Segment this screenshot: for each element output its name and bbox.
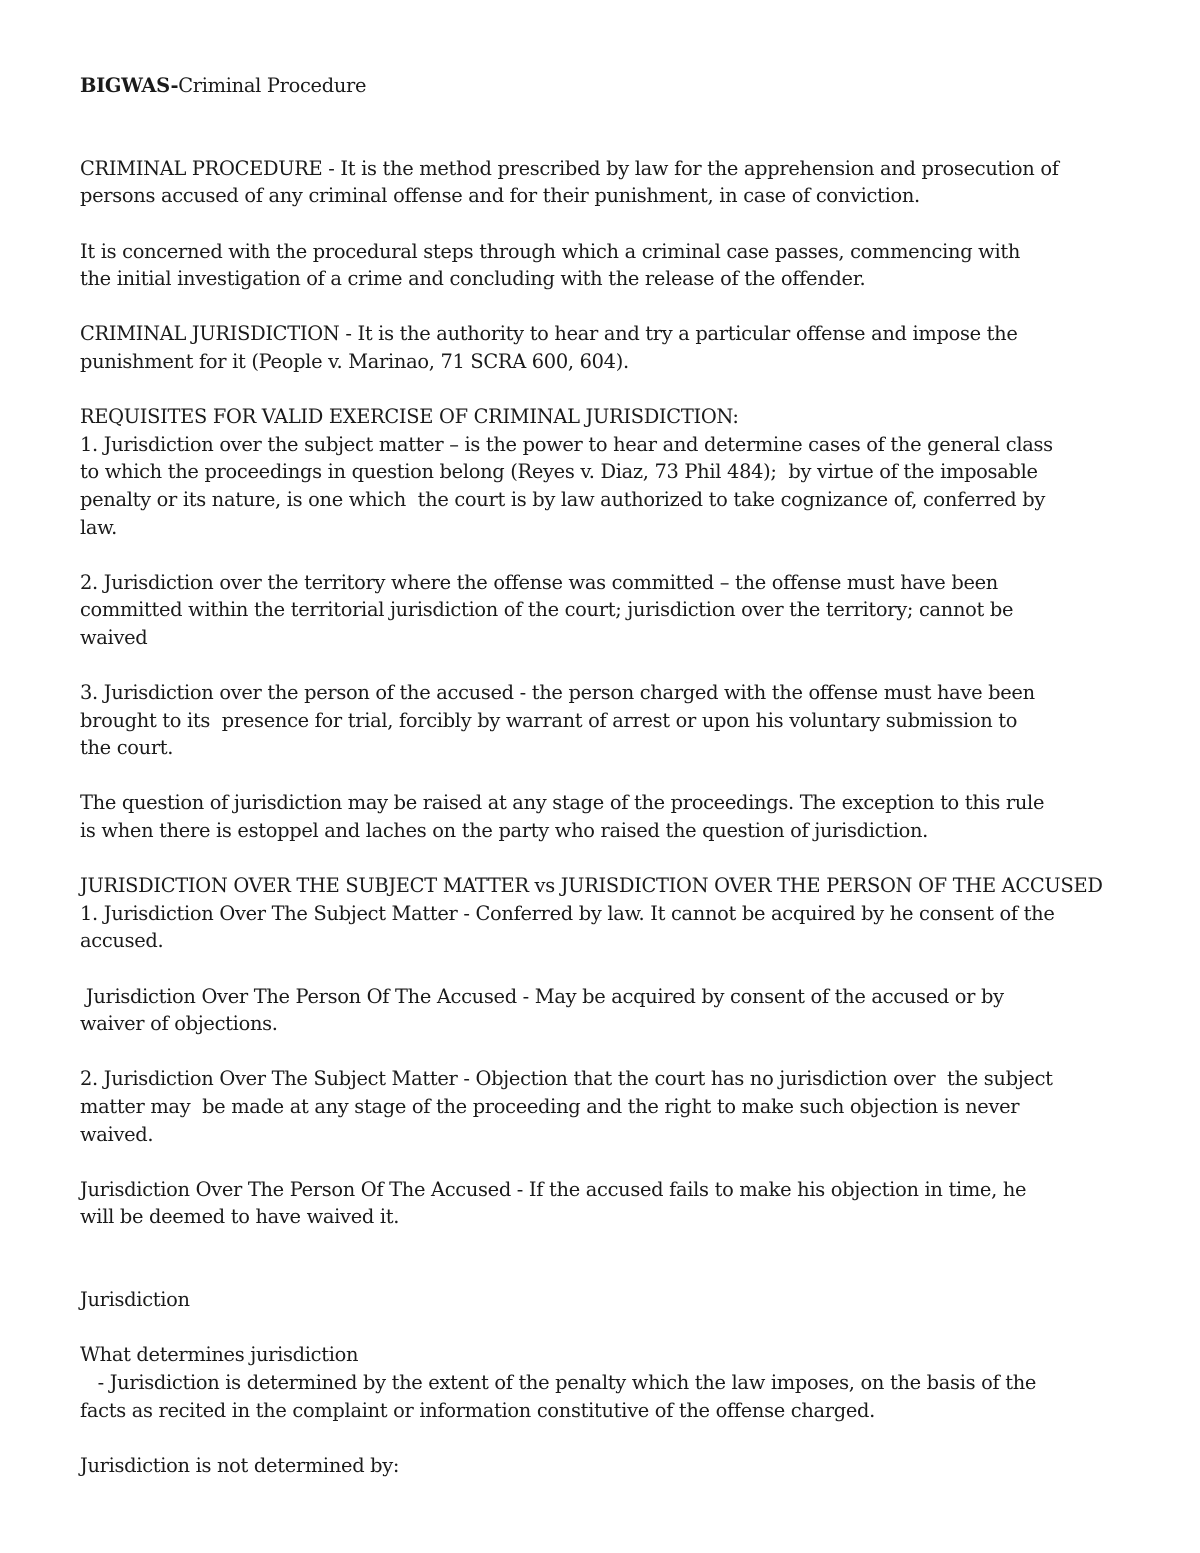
text-line: committed within the territorial jurisdiction of the court; jurisdiction over the territory; cannot be (80, 598, 1014, 622)
text-line: waived (80, 625, 148, 649)
text-line: Jurisdiction is not determined by: (80, 1453, 400, 1477)
blank-line (80, 1314, 1110, 1342)
blank-line (80, 376, 1110, 404)
blank-line (80, 1424, 1110, 1452)
blank-line (80, 1038, 1110, 1066)
text-line: accused. (80, 929, 164, 953)
blank-line (80, 210, 1110, 238)
text-line: 3. Jurisdiction over the person of the accused - the person charged with the offense must have been (80, 681, 1035, 705)
text-line: REQUISITES FOR VALID EXERCISE OF CRIMINAL JURISDICTION: (80, 405, 739, 429)
text-line: will be deemed to have waived it. (80, 1205, 400, 1229)
text-line: The question of jurisdiction may be raised at any stage of the proceedings. The exception to this rule (80, 791, 1045, 815)
text-line: penalty or its nature, is one which the court is by law authorized to take cognizance of, conferred by (80, 487, 1046, 511)
text-line: 1. Jurisdiction Over The Subject Matter - Conferred by law. It cannot be acquired by he consent of the (80, 901, 1055, 925)
text-line: CRIMINAL PROCEDURE - It is the method prescribed by law for the apprehension and prosecution of (80, 156, 1059, 180)
text-line: the initial investigation of a crime and concluding with the release of the offender. (80, 267, 866, 291)
text-line: to which the proceedings in question belong (Reyes v. Diaz, 73 Phil 484); by virtue of the imposable (80, 460, 1038, 484)
document-title-rest: Criminal Procedure (178, 74, 367, 97)
blank-line (80, 1231, 1110, 1259)
document-title (80, 72, 1110, 100)
text-line: facts as recited in the complaint or information constitutive of the offense charged. (80, 1398, 876, 1422)
text-line: Jurisdiction (80, 1288, 190, 1312)
text-line: It is concerned with the procedural steps through which a criminal case passes, commencing with (80, 239, 1021, 263)
text-line: JURISDICTION OVER THE SUBJECT MATTER vs JURISDICTION OVER THE PERSON OF THE ACCUSED (80, 874, 1103, 898)
blank-line (80, 1259, 1110, 1287)
text-line: 2. Jurisdiction over the territory where the offense was committed – the offense must have been (80, 570, 998, 594)
blank-line (80, 293, 1110, 321)
blank-line (80, 845, 1110, 873)
blank-line (80, 541, 1110, 569)
text-line: persons accused of any criminal offense and for their punishment, in case of conviction. (80, 184, 920, 208)
blank-line (80, 100, 1110, 128)
text-line: waiver of objections. (80, 1012, 278, 1036)
text-line: the court. (80, 736, 174, 760)
text-line: CRIMINAL JURISDICTION - It is the authority to hear and try a particular offense and impose the (80, 322, 1018, 346)
blank-line (80, 127, 1110, 155)
document-body (80, 100, 1110, 1480)
text-line: - Jurisdiction is determined by the extent of the penalty which the law imposes, on the basis of the (80, 1370, 1037, 1394)
document-page (80, 72, 1110, 1479)
text-line: waived. (80, 1122, 154, 1146)
document-title-bold: BIGWAS- (80, 74, 179, 97)
text-line: 2. Jurisdiction Over The Subject Matter - Objection that the court has no jurisdiction over the subject (80, 1067, 1053, 1091)
text-line: law. (80, 515, 118, 539)
text-line: What determines jurisdiction (80, 1343, 359, 1367)
text-line: 1. Jurisdiction over the subject matter – is the power to hear and determine cases of the general class (80, 432, 1053, 456)
text-line: is when there is estoppel and laches on the party who raised the question of jurisdiction. (80, 819, 929, 843)
blank-line (80, 651, 1110, 679)
text-line: punishment for it (People v. Marinao, 71 SCRA 600, 604). (80, 349, 629, 373)
blank-line (80, 762, 1110, 790)
text-line: Jurisdiction Over The Person Of The Accused - If the accused fails to make his objection in time, he (80, 1177, 1027, 1201)
text-line: brought to its presence for trial, forcibly by warrant of arrest or upon his voluntary submission to (80, 708, 1018, 732)
text-line: matter may be made at any stage of the proceeding and the right to make such objection is never (80, 1094, 1020, 1118)
blank-line (80, 955, 1110, 983)
blank-line (80, 1148, 1110, 1176)
text-line: Jurisdiction Over The Person Of The Accused - May be acquired by consent of the accused or by (80, 984, 1004, 1008)
